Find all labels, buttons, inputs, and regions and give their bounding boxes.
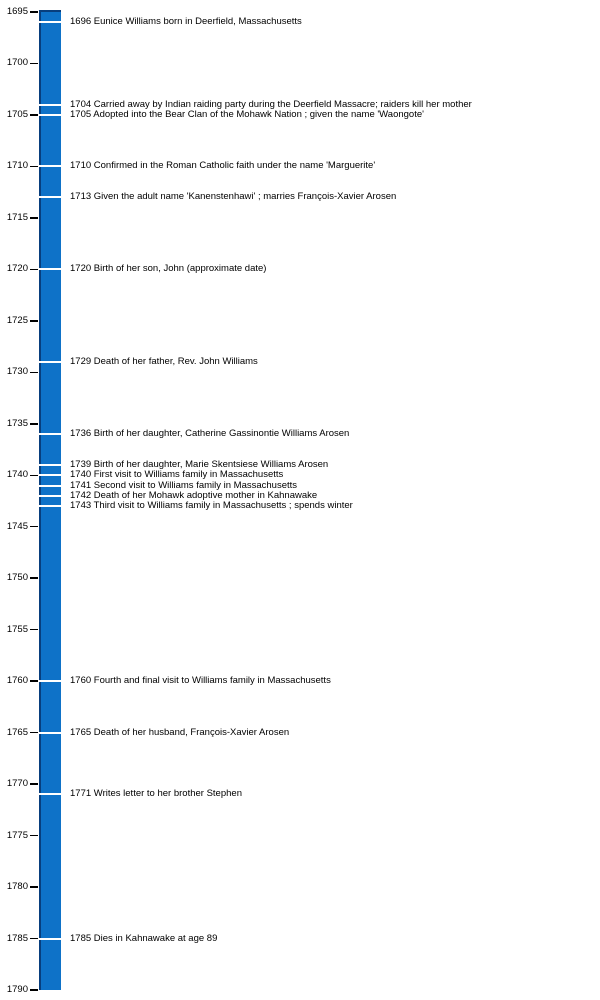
event-label: 1696 Eunice Williams born in Deerfield, Massachusetts <box>70 16 302 28</box>
event-tick <box>39 485 61 487</box>
axis-year-label: 1760 <box>6 675 28 687</box>
event-label: 1743 Third visit to Williams family in Massachusetts ; spends winter <box>70 500 353 512</box>
axis-tick <box>30 783 38 785</box>
event-label: 1720 Birth of her son, John (approximate date) <box>70 263 267 275</box>
axis-year-label: 1765 <box>6 726 28 738</box>
event-tick <box>39 474 61 476</box>
event-label: 1742 Death of her Mohawk adoptive mother in Kahnawake <box>70 489 318 501</box>
axis-year-label: 1770 <box>6 778 28 790</box>
event-tick <box>39 196 61 198</box>
event-label: 1740 First visit to Williams family in Massachusetts <box>70 469 284 481</box>
axis-tick <box>30 11 38 13</box>
event-tick <box>39 21 61 23</box>
event-label: 1729 Death of her father, Rev. John Williams <box>70 356 258 368</box>
axis-tick <box>30 475 38 477</box>
axis-year-label: 1775 <box>6 829 28 841</box>
event-label: 1704 Carried away by Indian raiding party during the Deerfield Massacre; raiders kill her mother <box>70 98 472 110</box>
event-tick <box>39 268 61 270</box>
axis-tick <box>30 835 38 837</box>
event-tick <box>39 495 61 497</box>
event-label: 1785 Dies in Kahnawake at age 89 <box>70 932 218 944</box>
axis-year-label: 1740 <box>6 469 28 481</box>
axis-tick <box>30 217 38 219</box>
event-tick <box>39 505 61 507</box>
event-label: 1713 Given the adult name 'Kanenstenhawi' ; marries François-Xavier Arosen <box>70 191 397 203</box>
axis-year-label: 1710 <box>6 160 28 172</box>
axis-tick <box>30 680 38 682</box>
axis-year-label: 1755 <box>6 623 28 635</box>
event-tick <box>39 680 61 682</box>
event-label: 1741 Second visit to Williams family in Massachusetts <box>70 479 298 491</box>
axis-year-label: 1725 <box>6 314 28 326</box>
event-tick <box>39 732 61 734</box>
event-label: 1739 Birth of her daughter, Marie Skentsiese Williams Arosen <box>70 458 329 470</box>
axis-tick <box>30 372 38 374</box>
axis-tick <box>30 577 38 579</box>
axis-tick <box>30 269 38 271</box>
axis-year-label: 1785 <box>6 932 28 944</box>
event-label: 1765 Death of her husband, François-Xavier Arosen <box>70 726 290 738</box>
axis-tick <box>30 732 38 734</box>
axis-year-label: 1750 <box>6 572 28 584</box>
event-label: 1760 Fourth and final visit to Williams family in Massachusetts <box>70 675 331 687</box>
event-tick <box>39 938 61 940</box>
axis-year-label: 1735 <box>6 417 28 429</box>
axis-year-label: 1730 <box>6 366 28 378</box>
event-tick <box>39 464 61 466</box>
axis-tick <box>30 320 38 322</box>
axis-tick <box>30 989 38 991</box>
event-tick <box>39 793 61 795</box>
event-tick <box>39 433 61 435</box>
axis-year-label: 1700 <box>6 57 28 69</box>
axis-tick <box>30 629 38 631</box>
axis-tick <box>30 166 38 168</box>
axis-tick <box>30 526 38 528</box>
axis-year-label: 1780 <box>6 881 28 893</box>
axis-tick <box>30 114 38 116</box>
axis-tick <box>30 938 38 940</box>
event-label: 1705 Adopted into the Bear Clan of the Mohawk Nation ; given the name 'Waongote' <box>70 108 424 120</box>
timeline-bar <box>39 10 61 990</box>
axis-tick <box>30 886 38 888</box>
event-label: 1710 Confirmed in the Roman Catholic faith under the name 'Marguerite' <box>70 160 376 172</box>
event-tick <box>39 104 61 106</box>
axis-tick <box>30 423 38 425</box>
axis-year-label: 1705 <box>6 108 28 120</box>
event-tick <box>39 114 61 116</box>
event-tick <box>39 361 61 363</box>
axis-year-label: 1695 <box>6 6 28 17</box>
axis-tick <box>30 63 38 65</box>
event-label: 1736 Birth of her daughter, Catherine Gassinontie Williams Arosen <box>70 428 350 440</box>
axis-year-label: 1790 <box>6 984 28 995</box>
axis-year-label: 1720 <box>6 263 28 275</box>
event-tick <box>39 165 61 167</box>
axis-year-label: 1715 <box>6 211 28 223</box>
event-label: 1771 Writes letter to her brother Stephen <box>70 788 242 800</box>
axis-year-label: 1745 <box>6 520 28 532</box>
